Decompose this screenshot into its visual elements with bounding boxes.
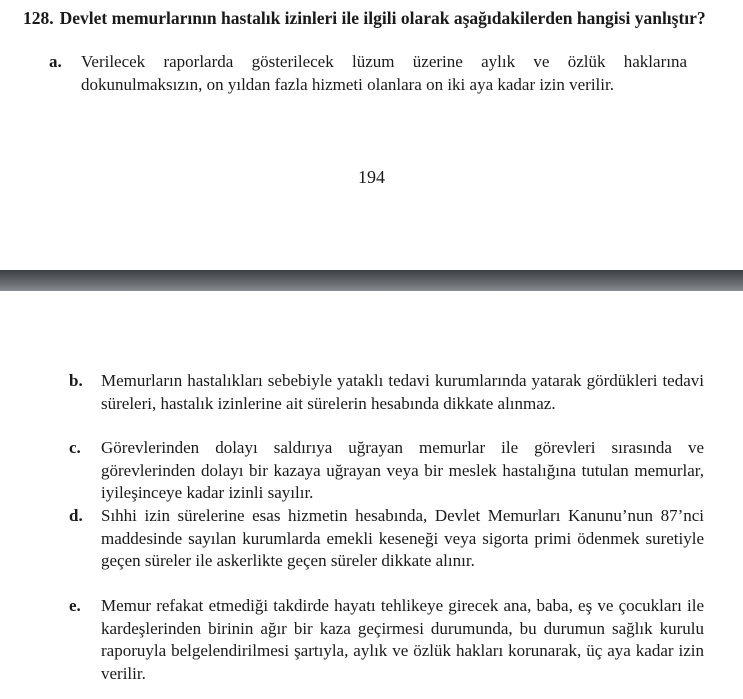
option-e-letter: e. [69, 596, 81, 615]
question-number: 128. [23, 8, 54, 28]
option-e-text: Memur refakat etmediği takdirde hayatı tehlikeye girecek ana, baba, eş ve çocukları ile kardeşlerinden birinin ağır bir kaza geçirmesi durumunda, bu durumun sağlık kurulu raporuyla belgelendirilmesi şartıyla, aylık ve özlük hakları korunarak, üç aya kadar izin verilir. [101, 596, 704, 683]
option-c-text: Görevlerinden dolayı saldırıya uğrayan memurlar ile görevleri sırasında ve görevlerinden dolayı bir kazaya uğrayan veya bir meslek hastalığına tutulan memurlar, iyileşinceye kadar izinli sayılır. [101, 438, 704, 502]
page-upper [0, 0, 743, 270]
option-b-letter: b. [69, 371, 83, 390]
option-d-letter: d. [69, 506, 83, 525]
option-a-text: Verilecek raporlarda gösterilecek lüzum üzerine aylık ve özlük haklarına dokunulmaksızın, on yıldan fazla hizmeti olanlara on iki aya kadar izin verilir. [81, 52, 687, 94]
page-break-divider [0, 270, 743, 291]
option-b-text: Memurların hastalıkları sebebiyle yataklı tedavi kurumlarında yatarak gördükleri tedavi süreleri, hastalık izinlerine ait sürelerin hesabında dikkate alınmaz. [101, 371, 704, 413]
question-text: Devlet memurlarının hastalık izinleri ile ilgili olarak aşağıdakilerden hangisi yanlıştır? [59, 8, 706, 28]
option-d-text: Sıhhi izin sürelerine esas hizmetin hesabında, Devlet Memurları Kanunu’nun 87’nci maddesinde sayılan kurumlarda emekli keseneği veya sigorta primi ödenmek suretiyle geçen süreler ile askerlikte geçen süreler dikkate alınır. [101, 506, 704, 570]
question-heading [23, 8, 723, 29]
option-a-letter: a. [49, 52, 62, 71]
page-number: 194 [358, 167, 385, 187]
option-c-letter: c. [69, 438, 81, 457]
